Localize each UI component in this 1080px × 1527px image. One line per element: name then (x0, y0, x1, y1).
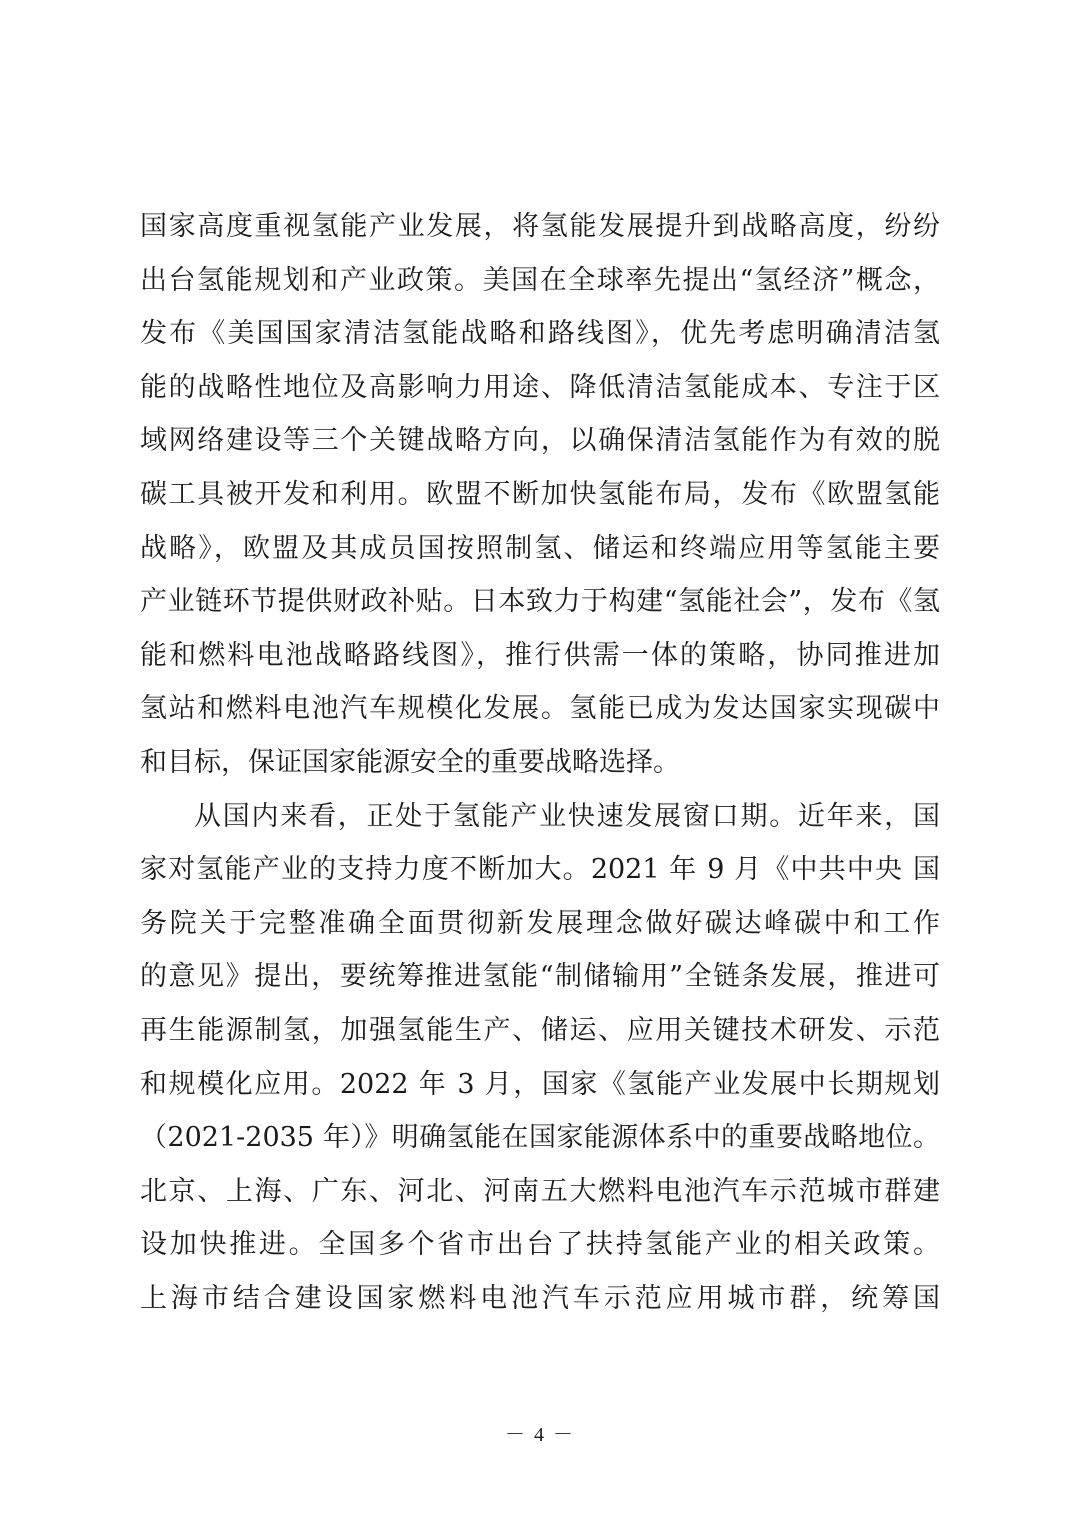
paragraph-1-line-9: 能和燃料电池战略路线图》，推行供需一体的策略，协同推进加 (140, 639, 940, 671)
paragraph-1-line-3: 发布《美国国家清洁氢能战略和路线图》，优先考虑明确清洁氢 (140, 318, 940, 350)
paragraph-1-line-11: 和目标，保证国家能源安全的重要战略选择。 (140, 746, 680, 778)
paragraph-2-line-7: （2021-2035 年）》明确氢能在国家能源体系中的重要战略地位。 (140, 1122, 940, 1154)
paragraph-2-line-5: 再生能源制氢，加强氢能生产、储运、应用关键技术研发、示范 (140, 1014, 940, 1046)
page-number: － 4 － (505, 1424, 575, 1446)
paragraph-1-line-5: 域网络建设等三个关键战略方向，以确保清洁氢能作为有效的脱 (140, 425, 940, 457)
paragraph-1-line-7: 战略》，欧盟及其成员国按照制氢、储运和终端应用等氢能主要 (140, 532, 940, 564)
paragraph-2-line-1: 从国内来看，正处于氢能产业快速发展窗口期。近年来，国 (194, 800, 940, 832)
paragraph-2-line-2: 家对氢能产业的支持力度不断加大。2021 年 9 月《中共中央 国 (140, 854, 940, 886)
paragraph-2-line-6: 和规模化应用。2022 年 3 月，国家《氢能产业发展中长期规划 (140, 1068, 940, 1100)
paragraph-1-line-8: 产业链环节提供财政补贴。日本致力于构建“氢能社会”，发布《氢 (140, 586, 940, 618)
body-text (140, 200, 940, 1325)
paragraph-2-line-4: 的意见》提出，要统筹推进氢能“制储输用”全链条发展，推进可 (140, 961, 940, 993)
paragraph-1-line-10: 氢站和燃料电池汽车规模化发展。氢能已成为发达国家实现碳中 (140, 693, 940, 725)
paragraph-2-line-8: 北京、上海、广东、河北、河南五大燃料电池汽车示范城市群建 (140, 1175, 940, 1207)
paragraph-1-line-1: 国家高度重视氢能产业发展，将氢能发展提升到战略高度，纷纷 (140, 211, 940, 242)
paragraph-2-line-9: 设加快推进。全国多个省市出台了扶持氢能产业的相关政策。 (140, 1229, 940, 1261)
paragraph-1-line-2: 出台氢能规划和产业政策。美国在全球率先提出“氢经济”概念， (140, 264, 940, 296)
paragraph-1-line-6: 碳工具被开发和利用。欧盟不断加快氢能布局，发布《欧盟氢能 (140, 478, 940, 510)
paragraph-1-line-4: 能的战略性地位及高影响力用途、降低清洁氢能成本、专注于区 (140, 371, 940, 403)
paragraph-2-line-3: 务院关于完整准确全面贯彻新发展理念做好碳达峰碳中和工作 (140, 907, 940, 939)
paragraph-2-line-10: 上海市结合建设国家燃料电池汽车示范应用城市群，统筹国 (140, 1282, 940, 1314)
